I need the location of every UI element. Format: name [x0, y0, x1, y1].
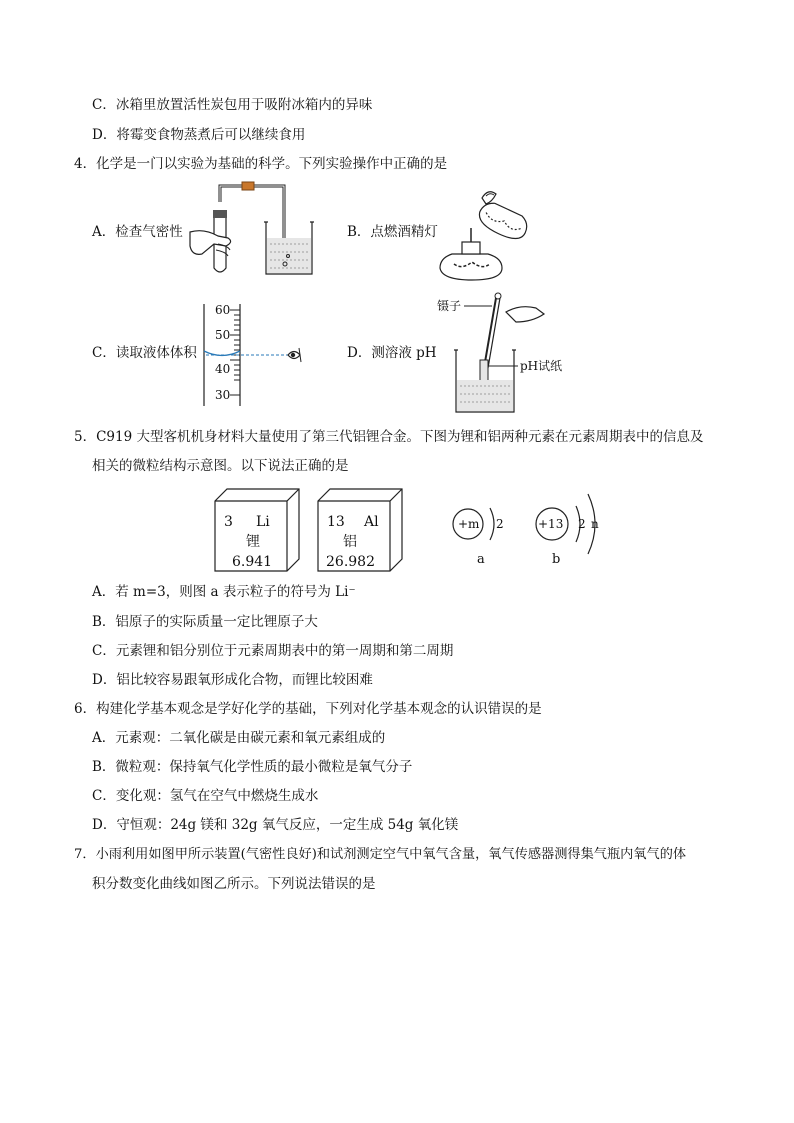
q6-option-c: C．变化观：氢气在空气中燃烧生成水: [92, 788, 319, 804]
q5-stem-line1: 5．C919 大型客机机身材料大量使用了第三代铝锂合金。下图为锂和铝两种元素在元素周期表中的信息及: [74, 429, 704, 445]
al-name: 铝: [343, 534, 357, 550]
li-atomic-mass: 6.941: [232, 554, 273, 570]
atom-b-nucleus: +13: [538, 517, 564, 531]
tweezers-label: 镊子: [437, 299, 462, 313]
q5-stem-line2: 相关的微粒结构示意图。以下说法正确的是: [92, 458, 349, 474]
q4-option-d: D．测溶液 pH: [347, 345, 437, 361]
cylinder-tick-40: 40: [215, 362, 231, 376]
al-atomic-number: 13: [327, 514, 345, 530]
q3-option-c: C．冰箱里放置活性炭包用于吸附冰箱内的异味: [92, 97, 373, 113]
q4-figure-alcohol-lamp: [432, 184, 542, 284]
q3-option-d: D．将霉变食物蒸煮后可以继续食用: [92, 127, 306, 143]
q5-option-b: B．铝原子的实际质量一定比锂原子大: [92, 614, 318, 630]
atom-b-shell2: n: [591, 517, 599, 531]
q5-option-a: A．若 m=3，则图 a 表示粒子的符号为 Li⁻: [92, 584, 356, 600]
li-atomic-number: 3: [224, 514, 233, 530]
q4-figure-airtightness: [182, 180, 322, 280]
q5-option-c: C．元素锂和铝分别位于元素周期表中的第一周期和第二周期: [92, 643, 454, 659]
cylinder-tick-30: 30: [215, 388, 231, 402]
li-name: 锂: [246, 534, 260, 550]
q4-option-a: A．检查气密性: [92, 224, 183, 240]
q7-stem-line1: 7．小雨利用如图甲所示装置(气密性良好)和试剂测定空气中氧气含量，氧气传感器测得集气瓶内氧气的体: [74, 847, 687, 862]
cylinder-tick-50: 50: [215, 328, 231, 342]
q7-stem-line2: 积分数变化曲线如图乙所示。下列说法错误的是: [92, 876, 376, 892]
al-atomic-mass: 26.982: [326, 554, 375, 570]
atom-b-shell1: 2: [578, 517, 586, 531]
ph-paper-label: pH试纸: [520, 359, 563, 373]
atom-a-shell1: 2: [496, 517, 504, 531]
q4-stem: 4．化学是一门以实验为基础的科学。下列实验操作中正确的是: [74, 156, 448, 172]
al-symbol: Al: [364, 514, 379, 530]
atom-b-label: b: [552, 552, 561, 567]
q5-option-d: D．铝比较容易跟氧形成化合物，而锂比较困难: [92, 672, 373, 688]
q6-stem: 6．构建化学基本观念是学好化学的基础，下列对化学基本观念的认识错误的是: [74, 701, 542, 717]
q6-option-a: A．元素观：二氧化碳是由碳元素和氧元素组成的: [92, 730, 386, 746]
q4-option-b: B．点燃酒精灯: [347, 224, 438, 240]
q6-option-d: D．守恒观：24g 镁和 32g 氧气反应，一定生成 54g 氧化镁: [92, 817, 459, 833]
li-symbol: Li: [256, 514, 270, 530]
cylinder-tick-60: 60: [215, 303, 231, 317]
q6-option-b: B．微粒观：保持氧气化学性质的最小微粒是氧气分子: [92, 759, 413, 775]
q4-option-c: C．读取液体体积: [92, 345, 197, 361]
atom-a-label: a: [477, 552, 485, 567]
atom-a-nucleus: +m: [458, 517, 480, 531]
